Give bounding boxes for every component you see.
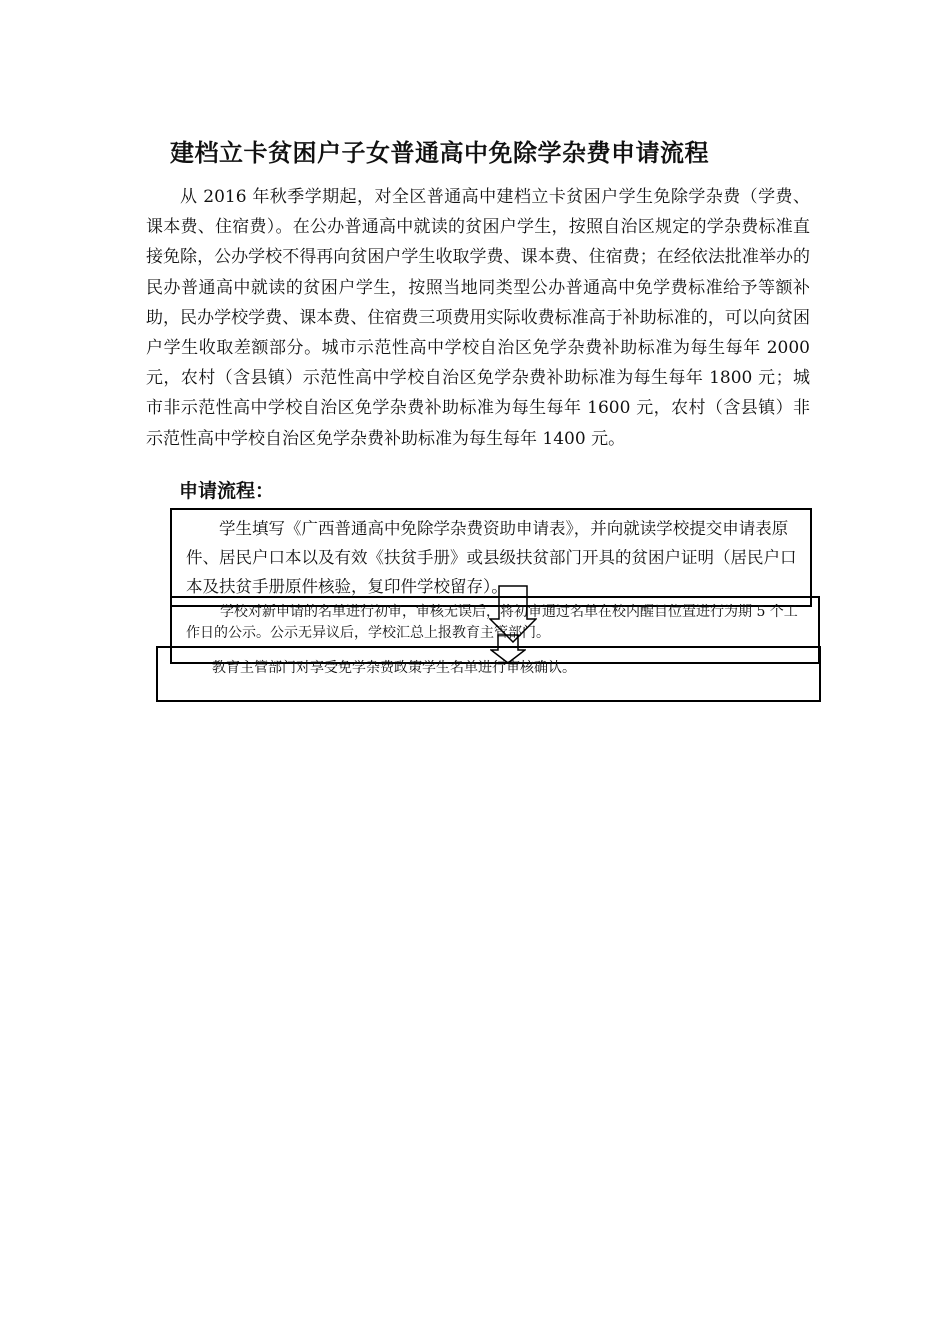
flow-step-3-box bbox=[156, 646, 821, 702]
intro-paragraph: 从 2016 年秋季学期起，对全区普通高中建档立卡贫困户学生免除学杂费（学费、课本费、住宿费）。在公办普通高中就读的贫困户学生，按照自治区规定的学杂费标准直接免除，公办学校不得再向贫困户学生收取学费、课本费、住宿费；在经依法批准举办的民办普通高中就读的贫困户学生，按照当地同类型公办普通高中免学费标准给予等额补助，民办学校学费、课本费、住宿费三项费用实际收费标准高于补助标准的，可以向贫困户学生收取差额部分。城市示范性高中学校自治区免学杂费补助标准为每生每年 2000 元，农村（含县镇）示范性高中学校自治区免学杂费补助标准为每生每年 1800 元；城市非示范性高中学校自治区免学杂费补助标准为每生每年 1600 元，农村（含县镇）非示范性高中学校自治区免学杂费补助标准为每生每年 1400 元。 bbox=[146, 187, 810, 449]
flow-step-3-text: 教育主管部门对享受免学杂费政策学生名单进行审核确认。 bbox=[212, 660, 576, 676]
flow-step-1-text: 学生填写《广西普通高中免除学杂费资助申请表》，并向就读学校提交申请表原件、居民户口本以及有效《扶贫手册》或县级扶贫部门开具的贫困户证明（居民户口本及扶贫手册原件核验，复印件学校留存）。 bbox=[186, 519, 797, 596]
process-heading: 申请流程： bbox=[179, 480, 275, 502]
flow-step-2-text: 学校对新申请的名单进行初审，审核无误后，将初审通过名单在校内醒目位置进行为期 5 个工作日的公示。公示无异议后，学校汇总上报教育主管部门。 bbox=[186, 604, 798, 641]
document-title: 建档立卡贫困户子女普通高中免除学杂费申请流程 bbox=[170, 139, 709, 167]
down-arrow-icon bbox=[490, 634, 526, 664]
